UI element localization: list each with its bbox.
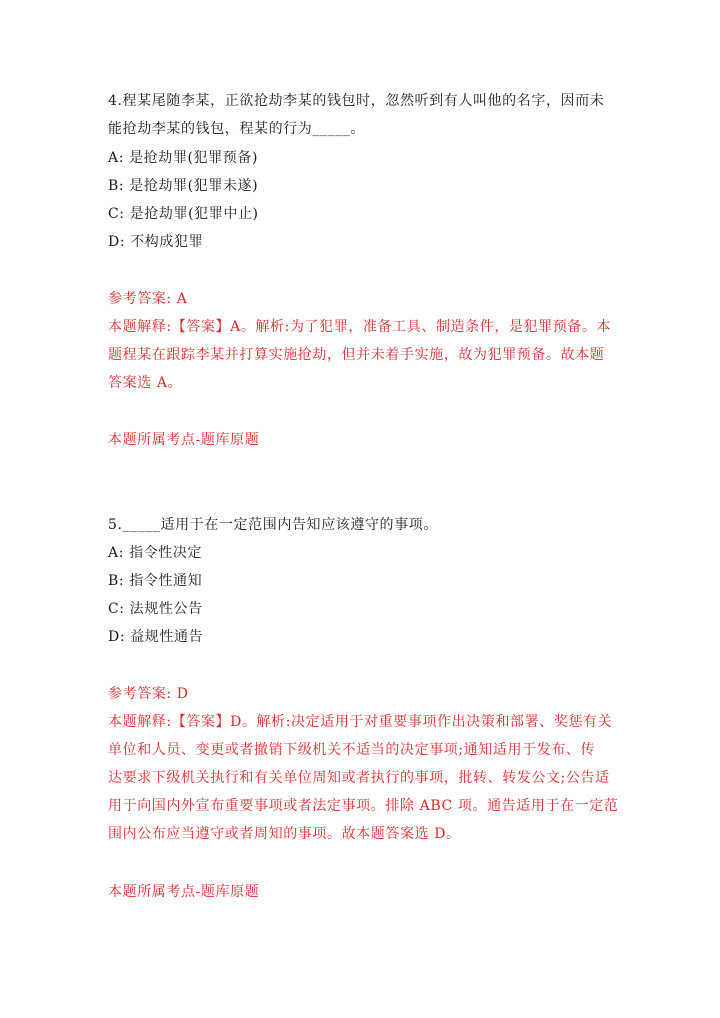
question-stem-line: 4.程某尾随李某，正欲抢劫李某的钱包时，忽然听到有人叫他的名字，因而未 — [108, 93, 605, 109]
question-stem-line: 5._____适用于在一定范围内告知应该遵守的事项。 — [108, 517, 438, 533]
explanation-line: 本题解释:【答案】A。解析:为了犯罪，准备工具、制造条件，是犯罪预备。本 — [108, 319, 612, 335]
explanation-line: 达要求下级机关执行和有关单位周知或者执行的事项，批转、转发公文;公告适 — [108, 770, 610, 786]
option-d: D: 不构成犯罪 — [108, 234, 204, 250]
option-b: B: 是抢劫罪(犯罪未遂) — [108, 178, 259, 194]
option-c: C: 法规性公告 — [108, 601, 203, 617]
explanation-line: 本题解释:【答案】D。解析:决定适用于对重要事项作出决策和部署、奖惩有关 — [108, 714, 613, 730]
option-c: C: 是抢劫罪(犯罪中止) — [108, 206, 259, 222]
option-b: B: 指令性通知 — [108, 573, 203, 589]
reference-answer: 参考答案: D — [108, 686, 189, 702]
explanation-line: 用于向国内外宣布重要事项或者法定事项。排除 ABC 项。通告适用于在一定范 — [108, 798, 619, 814]
explanation-line: 题程某在跟踪李某并打算实施抢劫，但并未着手实施，故为犯罪预备。故本题 — [108, 347, 605, 363]
question-stem-line: 能抢劫李某的钱包，程某的行为_____。 — [108, 121, 365, 137]
topic-label: 本题所属考点-题库原题 — [108, 432, 260, 448]
explanation-line: 围内公布应当遵守或者周知的事项。故本题答案选 D。 — [108, 826, 461, 842]
topic-label: 本题所属考点-题库原题 — [108, 884, 260, 900]
option-d: D: 益规性通告 — [108, 629, 204, 645]
option-a: A: 是抢劫罪(犯罪预备) — [108, 150, 259, 166]
explanation-line: 单位和人员、变更或者撤销下级机关不适当的决定事项;通知适用于发布、传 — [108, 742, 596, 758]
option-a: A: 指令性决定 — [108, 545, 203, 561]
explanation-line: 答案选 A。 — [108, 375, 183, 391]
reference-answer: 参考答案: A — [108, 291, 188, 307]
